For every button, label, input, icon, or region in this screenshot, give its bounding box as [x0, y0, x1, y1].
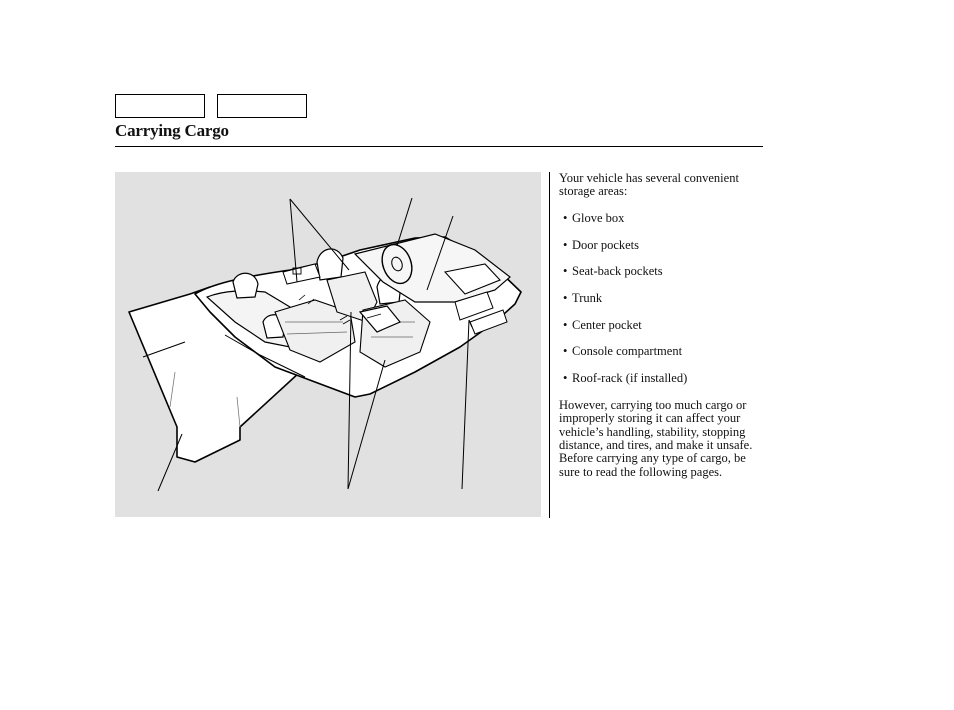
list-item-label: Console compartment — [572, 344, 683, 359]
list-item-label: Seat-back pockets — [572, 264, 663, 279]
nav-tab-1[interactable] — [115, 94, 205, 118]
title-divider — [115, 146, 763, 147]
body-text-column — [559, 172, 763, 479]
list-item-label: Center pocket — [572, 317, 642, 332]
bullet-icon: • — [563, 317, 568, 332]
storage-area-list — [559, 212, 763, 386]
list-item — [563, 319, 763, 332]
bullet-icon: • — [563, 210, 568, 225]
car-interior-illustration — [115, 172, 541, 517]
list-item — [563, 239, 763, 252]
list-item-label: Roof-rack (if installed) — [572, 371, 688, 386]
list-item — [563, 212, 763, 225]
warning-paragraph: However, carrying too much cargo or improperly storing it can affect your vehicle’s handling, stability, stopping distance, and tires, and make it unsafe. Before carrying any type of cargo, be sure to read the following pages. — [559, 397, 753, 479]
list-item-label: Trunk — [572, 290, 603, 305]
intro-paragraph: Your vehicle has several convenient storage areas: — [559, 171, 739, 199]
figure-panel — [115, 172, 541, 517]
column-divider — [549, 172, 550, 518]
list-item — [563, 372, 763, 385]
list-item-label: Glove box — [572, 210, 625, 225]
bullet-icon: • — [563, 371, 568, 386]
list-item-label: Door pockets — [572, 237, 639, 252]
page-title: Carrying Cargo — [115, 121, 229, 140]
list-item — [563, 292, 763, 305]
bullet-icon: • — [563, 344, 568, 359]
bullet-icon: • — [563, 237, 568, 252]
bullet-icon: • — [563, 264, 568, 279]
list-item — [563, 265, 763, 278]
list-item — [563, 345, 763, 358]
bullet-icon: • — [563, 290, 568, 305]
nav-tab-2[interactable] — [217, 94, 307, 118]
